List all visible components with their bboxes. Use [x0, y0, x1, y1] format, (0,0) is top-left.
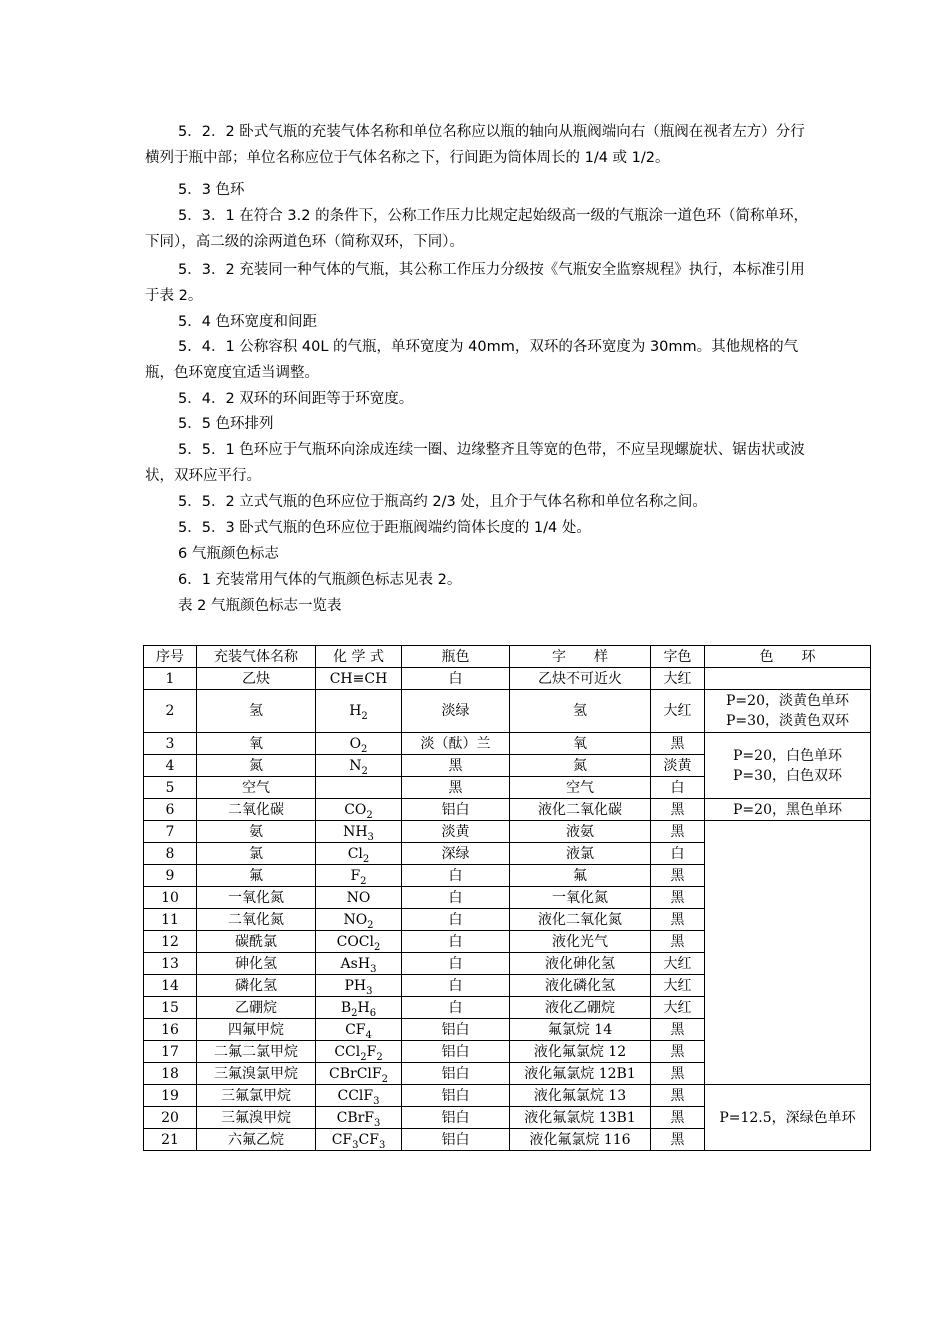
color-ring-line: P=20，淡黄色单环 — [726, 693, 849, 709]
cell-bottle-color: 白 — [402, 909, 510, 931]
formula-subscript: 2 — [366, 809, 373, 821]
cell-formula — [316, 931, 402, 953]
header-formula: 化 学 式 — [316, 646, 402, 668]
cell-label-text: 氢 — [510, 690, 651, 733]
formula-part: CBrF — [336, 1109, 375, 1126]
formula-part: PH — [344, 977, 367, 994]
cell-gas-name: 二氧化碳 — [197, 799, 316, 821]
cell-bottle-color: 深绿 — [402, 843, 510, 865]
cell-label-text: 液化乙硼烷 — [510, 997, 651, 1019]
formula-subscript: 2 — [367, 919, 374, 931]
formula-subscript: 3 — [366, 985, 373, 997]
cell-font-color: 黑 — [651, 1107, 705, 1129]
cell-no: 18 — [144, 1063, 197, 1085]
header-bottle-color: 瓶色 — [402, 646, 510, 668]
header-gas-name: 充装气体名称 — [197, 646, 316, 668]
cell-bottle-color: 白 — [402, 931, 510, 953]
cell-bottle-color: 黑 — [402, 755, 510, 777]
cell-formula — [316, 1019, 402, 1041]
cell-font-color: 黑 — [651, 1085, 705, 1107]
formula-subscript: 3 — [378, 1139, 386, 1151]
cell-font-color: 黑 — [651, 733, 705, 755]
formula-part: CF — [331, 1131, 353, 1148]
cell-no: 4 — [144, 755, 197, 777]
cell-formula — [316, 953, 402, 975]
cell-no: 13 — [144, 953, 197, 975]
cell-color-ring — [705, 1085, 871, 1151]
cell-formula — [316, 1041, 402, 1063]
formula-part: AsH — [340, 955, 371, 972]
cell-gas-name: 碳酰氯 — [197, 931, 316, 953]
cell-no: 14 — [144, 975, 197, 997]
cell-formula — [316, 1107, 402, 1129]
formula-subscript: 3 — [367, 831, 374, 843]
cell-gas-name: 氟 — [197, 865, 316, 887]
cell-font-color: 黑 — [651, 909, 705, 931]
formula-subscript: 3 — [352, 1139, 359, 1151]
cell-bottle-color: 铝白 — [402, 1019, 510, 1041]
formula-part: CO — [344, 801, 367, 818]
cell-gas-name: 三氟溴甲烷 — [197, 1107, 316, 1129]
cell-font-color: 白 — [651, 777, 705, 799]
formula-part: B — [340, 999, 352, 1016]
cell-label-text: 乙炔不可近火 — [510, 668, 651, 690]
cell-no: 15 — [144, 997, 197, 1019]
paragraph-5-5-2: 5．5．2 立式气瓶的色环应位于瓶高约 2/3 处，且介于气体名称和单位名称之间。 — [178, 494, 707, 510]
formula-subscript: 2 — [361, 743, 368, 755]
formula-part: CClF — [337, 1087, 374, 1104]
cell-bottle-color: 铝白 — [402, 1085, 510, 1107]
cell-no: 9 — [144, 865, 197, 887]
cell-bottle-color: 白 — [402, 997, 510, 1019]
cell-no: 2 — [144, 690, 197, 733]
paragraph-5-5-1: 5．5．1 色环应于气瓶环向涂成连续一圈、边缘整齐且等宽的色带，不应呈现螺旋状、锯齿状或波状，双环应平行。 — [145, 442, 805, 484]
cell-gas-name: 氢 — [197, 690, 316, 733]
heading-5-3: 5．3 色环 — [178, 182, 245, 198]
cell-no: 5 — [144, 777, 197, 799]
cell-font-color: 白 — [651, 843, 705, 865]
formula-subscript: 2 — [361, 710, 368, 722]
formula-subscript: 6 — [369, 1007, 377, 1019]
cell-formula — [316, 755, 402, 777]
cell-color-ring — [705, 668, 871, 690]
table-row — [144, 690, 871, 733]
formula-subscript: 2 — [381, 1073, 388, 1085]
cell-font-color: 黑 — [651, 799, 705, 821]
table-header-row — [144, 646, 871, 668]
formula-part: O — [349, 735, 362, 752]
cell-label-text: 液化氟氯烷 13 — [510, 1085, 651, 1107]
cell-font-color: 黑 — [651, 865, 705, 887]
heading-5-5: 5．5 色环排列 — [178, 416, 274, 432]
cell-no: 16 — [144, 1019, 197, 1041]
cell-formula — [316, 733, 402, 755]
heading-5-4: 5．4 色环宽度和间距 — [178, 314, 318, 330]
cell-formula — [316, 865, 402, 887]
paragraph-5-4-1: 5．4．1 公称容积 40L 的气瓶，单环宽度为 40mm，双环的各环宽度为 30mm。其他规格的气瓶，色环宽度宜适当调整。 — [145, 339, 799, 381]
cell-no: 8 — [144, 843, 197, 865]
cell-gas-name: 二氟二氯甲烷 — [197, 1041, 316, 1063]
formula-part: COCl — [336, 933, 374, 950]
cell-color-ring — [705, 733, 871, 799]
paragraph-5-4-2: 5．4．2 双环的环间距等于环宽度。 — [178, 391, 414, 407]
cell-formula — [316, 668, 402, 690]
cell-label-text: 液化氟氯烷 116 — [510, 1129, 651, 1151]
cell-no: 10 — [144, 887, 197, 909]
table-row — [144, 1085, 871, 1107]
cell-font-color: 黑 — [651, 1129, 705, 1151]
cell-gas-name: 三氟氯甲烷 — [197, 1085, 316, 1107]
cell-bottle-color: 铝白 — [402, 1129, 510, 1151]
header-no: 序号 — [144, 646, 197, 668]
cell-font-color: 大红 — [651, 975, 705, 997]
cell-no: 6 — [144, 799, 197, 821]
cell-no: 11 — [144, 909, 197, 931]
cell-formula — [316, 997, 402, 1019]
formula-subscript: 3 — [370, 963, 377, 975]
cell-color-ring — [705, 690, 871, 733]
paragraph-5-3-2: 5．3．2 充装同一种气体的气瓶，其公称工作压力分级按《气瓶安全监察规程》执行，本标准引用于表 2。 — [145, 262, 805, 304]
formula-part: H — [357, 999, 370, 1016]
cell-font-color: 大红 — [651, 690, 705, 733]
cell-formula — [316, 843, 402, 865]
formula-subscript: 3 — [374, 1117, 381, 1129]
cell-font-color: 淡黄 — [651, 755, 705, 777]
heading-6: 6 气瓶颜色标志 — [178, 546, 279, 562]
table-row — [144, 668, 871, 690]
cell-formula — [316, 887, 402, 909]
cell-no: 19 — [144, 1085, 197, 1107]
formula-part: NH — [343, 823, 368, 840]
cell-label-text: 空气 — [510, 777, 651, 799]
cell-label-text: 液氯 — [510, 843, 651, 865]
cell-label-text: 氧 — [510, 733, 651, 755]
formula-part: CBrClF — [329, 1065, 382, 1082]
cell-no: 1 — [144, 668, 197, 690]
formula-part: N — [349, 757, 362, 774]
header-label-text: 字 样 — [510, 646, 651, 668]
header-font-color: 字色 — [651, 646, 705, 668]
formula-subscript: 2 — [374, 941, 381, 953]
cell-bottle-color: 铝白 — [402, 1063, 510, 1085]
cell-gas-name: 二氧化氮 — [197, 909, 316, 931]
cell-gas-name: 一氧化氮 — [197, 887, 316, 909]
cell-gas-name: 四氟甲烷 — [197, 1019, 316, 1041]
cell-label-text: 液化磷化氢 — [510, 975, 651, 997]
cell-font-color: 大红 — [651, 668, 705, 690]
cell-label-text: 液化二氧化氮 — [510, 909, 651, 931]
cell-formula — [316, 1063, 402, 1085]
cell-label-text: 液化氟氯烷 12B1 — [510, 1063, 651, 1085]
cell-gas-name: 氮 — [197, 755, 316, 777]
cell-label-text: 液化砷化氢 — [510, 953, 651, 975]
color-ring-line: P=12.5，深绿色单环 — [719, 1109, 856, 1126]
formula-part: CF — [345, 1021, 366, 1038]
paragraph-5-5-3: 5．5．3 卧式气瓶的色环应位于距瓶阀端约筒体长度的 1/4 处。 — [178, 520, 591, 536]
formula-part: NO — [346, 889, 371, 906]
formula-subscript: 2 — [362, 853, 370, 865]
cell-font-color: 黑 — [651, 1041, 705, 1063]
cell-formula — [316, 690, 402, 733]
cell-label-text: 液化氟氯烷 13B1 — [510, 1107, 651, 1129]
formula-part: NO — [343, 911, 368, 928]
cell-gas-name: 磷化氢 — [197, 975, 316, 997]
formula-subscript: 3 — [373, 1095, 380, 1107]
cell-label-text: 氟氯烷 14 — [510, 1019, 651, 1041]
cell-formula — [316, 777, 402, 799]
cell-bottle-color: 白 — [402, 668, 510, 690]
formula-part: F — [366, 1043, 377, 1060]
formula-part: F — [350, 867, 361, 884]
cell-font-color: 黑 — [651, 821, 705, 843]
cell-label-text: 液氨 — [510, 821, 651, 843]
formula-part: Cl — [347, 845, 363, 862]
cell-formula — [316, 1085, 402, 1107]
cell-label-text: 液化二氧化碳 — [510, 799, 651, 821]
cell-font-color: 黑 — [651, 1019, 705, 1041]
table-row — [144, 821, 871, 843]
cell-gas-name: 空气 — [197, 777, 316, 799]
cell-gas-name: 乙硼烷 — [197, 997, 316, 1019]
cell-bottle-color: 白 — [402, 953, 510, 975]
cell-bottle-color: 白 — [402, 865, 510, 887]
paragraph-6-1: 6．1 充装常用气体的气瓶颜色标志见表 2。 — [178, 572, 462, 588]
cell-label-text: 氟 — [510, 865, 651, 887]
cell-bottle-color: 铝白 — [402, 1107, 510, 1129]
cell-no: 7 — [144, 821, 197, 843]
formula-subscript: 2 — [360, 875, 367, 887]
cell-bottle-color: 淡黄 — [402, 821, 510, 843]
cell-no: 3 — [144, 733, 197, 755]
formula-subscript: 2 — [376, 1051, 383, 1063]
cell-gas-name: 氧 — [197, 733, 316, 755]
color-ring-line: P=30，白色双环 — [733, 767, 842, 784]
formula-part: H — [349, 703, 362, 719]
cell-formula — [316, 1129, 402, 1151]
gas-cylinder-color-table — [143, 645, 871, 1151]
cell-label-text: 液化光气 — [510, 931, 651, 953]
cell-bottle-color: 黑 — [402, 777, 510, 799]
formula-subscript: 4 — [365, 1029, 372, 1041]
cell-no: 21 — [144, 1129, 197, 1151]
formula-part: CH≡CH — [329, 670, 388, 687]
cell-gas-name: 氨 — [197, 821, 316, 843]
cell-no: 20 — [144, 1107, 197, 1129]
formula-subscript: 2 — [361, 765, 368, 777]
cell-label-text: 液化氟氯烷 12 — [510, 1041, 651, 1063]
color-ring-line: P=20，黑色单环 — [733, 801, 842, 818]
cell-label-text: 氮 — [510, 755, 651, 777]
cell-font-color: 大红 — [651, 953, 705, 975]
cell-bottle-color: 白 — [402, 975, 510, 997]
cell-color-ring — [705, 799, 871, 821]
cell-font-color: 大红 — [651, 997, 705, 1019]
color-ring-line: P=20，白色单环 — [733, 747, 842, 764]
cell-gas-name: 氯 — [197, 843, 316, 865]
formula-part: CCl — [334, 1043, 361, 1060]
cell-gas-name: 乙炔 — [197, 668, 316, 690]
header-color-ring: 色 环 — [705, 646, 871, 668]
cell-font-color: 黑 — [651, 1063, 705, 1085]
table-row — [144, 733, 871, 755]
cell-bottle-color: 白 — [402, 887, 510, 909]
color-ring-line: P=30，淡黄色双环 — [726, 713, 849, 729]
cell-bottle-color: 淡绿 — [402, 690, 510, 733]
formula-subscript: 2 — [351, 1007, 358, 1019]
cell-font-color: 黑 — [651, 931, 705, 953]
cell-gas-name: 六氟乙烷 — [197, 1129, 316, 1151]
paragraph-5-2-2: 5．2．2 卧式气瓶的充装气体名称和单位名称应以瓶的轴向从瓶阀端向右（瓶阀在视者左方）分行横列于瓶中部；单位名称应位于气体名称之下，行间距为筒体周长的 1/4 或 1/2。 — [145, 124, 805, 166]
cell-gas-name: 砷化氢 — [197, 953, 316, 975]
cell-formula — [316, 909, 402, 931]
formula-subscript: 2 — [360, 1051, 367, 1063]
table-caption: 表 2 气瓶颜色标志一览表 — [178, 598, 342, 614]
cell-formula — [316, 975, 402, 997]
cell-label-text: 一氧化氮 — [510, 887, 651, 909]
cell-bottle-color: 淡（酞）兰 — [402, 733, 510, 755]
cell-bottle-color: 铝白 — [402, 799, 510, 821]
cell-font-color: 黑 — [651, 887, 705, 909]
cell-no: 12 — [144, 931, 197, 953]
cell-formula — [316, 821, 402, 843]
cell-gas-name: 三氟溴氯甲烷 — [197, 1063, 316, 1085]
paragraph-5-3-1: 5．3．1 在符合 3.2 的条件下，公称工作压力比规定起始级高一级的气瓶涂一道色环（简称单环，下同），高二级的涂两道色环（简称双环，下同）。 — [145, 208, 809, 250]
cell-formula — [316, 799, 402, 821]
table-row — [144, 799, 871, 821]
cell-color-ring — [705, 821, 871, 1085]
cell-bottle-color: 铝白 — [402, 1041, 510, 1063]
formula-part: CF — [358, 1131, 379, 1148]
cell-no: 17 — [144, 1041, 197, 1063]
